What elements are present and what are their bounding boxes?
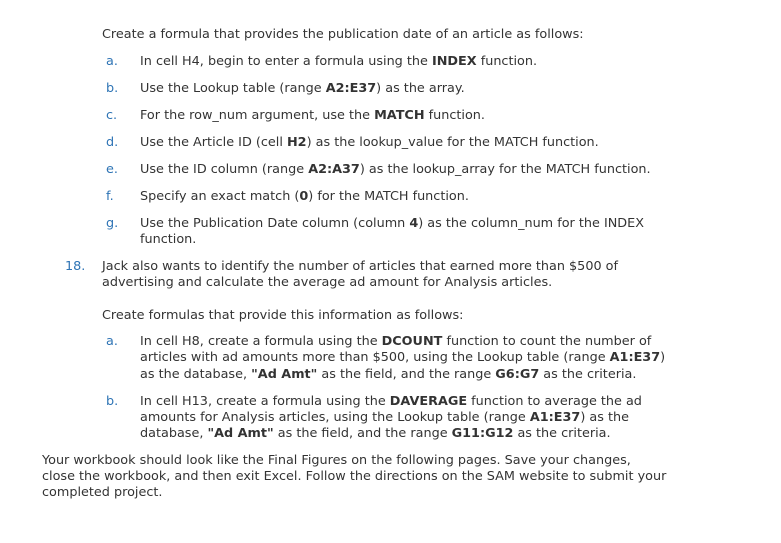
item-c-text: For the row_num argument, use the MATCH function.	[140, 108, 485, 123]
item-g-label: g.	[106, 216, 119, 231]
section-intro: Create a formula that provides the publication date of an article as follows:	[102, 27, 584, 42]
closing-line-3: completed project.	[42, 485, 163, 500]
step18-b-label: b.	[106, 394, 119, 409]
step18-a-line3: as the database, "Ad Amt" as the field, and the range G6:G7 as the criteria.	[140, 367, 637, 382]
step18-a-line2: articles with ad amounts more than $500, using the Lookup table (range A1:E37)	[140, 350, 666, 365]
step-18-text-2: advertising and calculate the average ad amount for Analysis articles.	[102, 275, 553, 290]
closing-line-1: Your workbook should look like the Final Figures on the following pages. Save your changes,	[42, 453, 631, 468]
item-d-text: Use the Article ID (cell H2) as the lookup_value for the MATCH function.	[140, 135, 599, 150]
item-c-label: c.	[106, 108, 118, 123]
step-18-intro: Create formulas that provide this information as follows:	[102, 308, 464, 323]
step-18-number: 18.	[65, 259, 86, 274]
item-a-label: a.	[106, 54, 118, 69]
item-f-label: f.	[106, 189, 114, 204]
item-b-label: b.	[106, 81, 119, 96]
step18-a-label: a.	[106, 334, 118, 349]
step18-b-line1: In cell H13, create a formula using the DAVERAGE function to average the ad	[140, 394, 642, 409]
step18-a-line1: In cell H8, create a formula using the DCOUNT function to count the number of	[140, 334, 652, 349]
step18-b-line2: amounts for Analysis articles, using the Lookup table (range A1:E37) as the	[140, 410, 629, 425]
item-d-label: d.	[106, 135, 119, 150]
item-a-text: In cell H4, begin to enter a formula using the INDEX function.	[140, 54, 538, 69]
item-g-text: Use the Publication Date column (column 4) as the column_num for the INDEX	[140, 216, 645, 231]
item-f-text: Specify an exact match (0) for the MATCH function.	[140, 189, 469, 204]
item-b-text: Use the Lookup table (range A2:E37) as the array.	[140, 81, 465, 96]
item-e-label: e.	[106, 162, 118, 177]
step18-b-line3: database, "Ad Amt" as the field, and the range G11:G12 as the criteria.	[140, 426, 611, 441]
item-e-text: Use the ID column (range A2:A37) as the lookup_array for the MATCH function.	[140, 162, 651, 177]
item-g-text-cont: function.	[140, 232, 197, 247]
closing-line-2: close the workbook, and then exit Excel. Follow the directions on the SAM website to submit your	[42, 469, 667, 484]
step-18-text-1: Jack also wants to identify the number of articles that earned more than $500 of	[102, 259, 619, 274]
